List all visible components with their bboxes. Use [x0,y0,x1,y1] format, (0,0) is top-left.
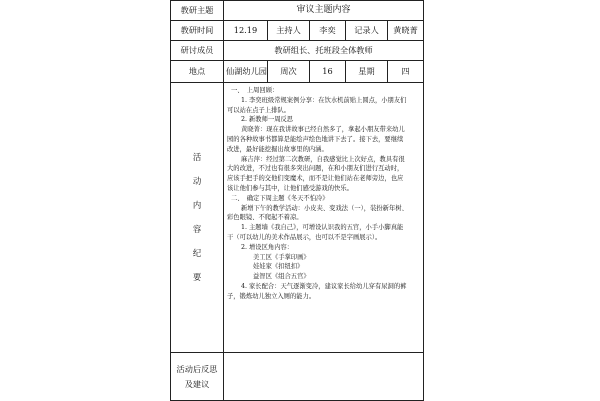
content-line: 应该手把手的交他们变魔术，而不是让他们站在老师旁边，也应 [227,175,404,183]
place-row [171,61,424,83]
content-line: 干（可以幼儿的美术作品展示，也可以不是字画展示）。 [227,233,382,241]
time-row [171,21,424,41]
activity-row [171,83,424,353]
reflection-row [171,353,424,401]
content-line: 一、 上周回顾： [231,87,279,94]
place-value: 仙湖幼儿园 [224,61,268,83]
time-value: 12.19 [224,21,268,41]
content-line: 2. 新教师一周反思 [241,116,294,124]
header-row [171,1,424,21]
week-label: 周次 [268,61,310,83]
week-value: 16 [310,61,346,83]
content-line: 娃娃家《扣纽扣》 [253,263,304,271]
content-line: 改进，最好能挖掘出故事里的内涵。 [227,145,328,153]
content-line: 4. 家长配合：天气逐渐变冷，建议家长给幼儿穿有尿洞的裤 [241,282,407,290]
content-line: 该让他们参与其中，让他们感受游戏的快乐。 [227,184,353,192]
weekday-label: 星期 [346,61,388,83]
members-row [171,41,424,61]
activity-label-char: 活 [192,152,202,163]
content-line: 益智区《组合五官》 [253,273,310,281]
activity-label-char: 内 [192,200,202,211]
content-line: 子，锻炼幼儿独立入厕的能力。 [227,292,316,300]
recorder-value: 黄晓菁 [388,21,424,41]
content-line: 2. 增设区角内容： [241,243,294,251]
content-line: 美工区《手掌印画》 [253,253,310,261]
activity-label-char: 纪 [192,247,202,258]
content-line: 彩色眼镜、不爬起不着凉。 [227,214,303,222]
header-label: 教研主题 [171,1,224,21]
host-value: 李奕 [310,21,346,41]
weekday-value: 四 [388,61,424,83]
activity-content [224,83,424,353]
content-line: 可以站在点子上排队。 [227,106,290,114]
content-line: 园的各种故事书都算是能绘声绘色地讲下去了。接下去，要继续 [227,135,404,143]
content-line: 1. 主题墙《我自己》，可增设认识我的五官，小手小脚真能 [241,224,404,232]
content-line: 二、 确定下周主题《冬天不怕冷》 [231,194,329,202]
content-line: 1. 李奕班级常规案例分享：在饮水机前贴上圆点，小朋友们 [241,96,407,104]
activity-label-char: 容 [192,224,202,234]
activity-label [171,83,224,353]
content-line: 麻吉萍：经过第二次教研，自我感觉比上次好点，教具有很 [241,155,405,163]
place-label: 地点 [171,61,224,83]
teaching-research-form [170,0,424,401]
members-value: 教研组长、托班段全体教师 [224,41,424,61]
members-label: 研讨成员 [171,41,224,61]
content-line: 大的改进，不过也有很多突出问题，在和小朋友们进行互动时， [227,165,404,173]
recorder-label: 记录人 [346,21,388,41]
reflection-label: 活动后反思及建议 [171,353,224,401]
activity-label-char: 动 [192,176,202,187]
content-line: 黄晓菁：现在我讲故事已经自然多了，拿起小朋友带来幼儿 [241,126,405,134]
time-label: 教研时间 [171,21,224,41]
content-line: 新增下午的教学活动：小皮夹、变戏法（一），装扮新年树、 [241,204,408,212]
host-label: 主持人 [268,21,310,41]
reflection-value [224,353,424,401]
page-title: 审议主题内容 [224,1,424,21]
activity-label-char: 要 [192,271,202,282]
